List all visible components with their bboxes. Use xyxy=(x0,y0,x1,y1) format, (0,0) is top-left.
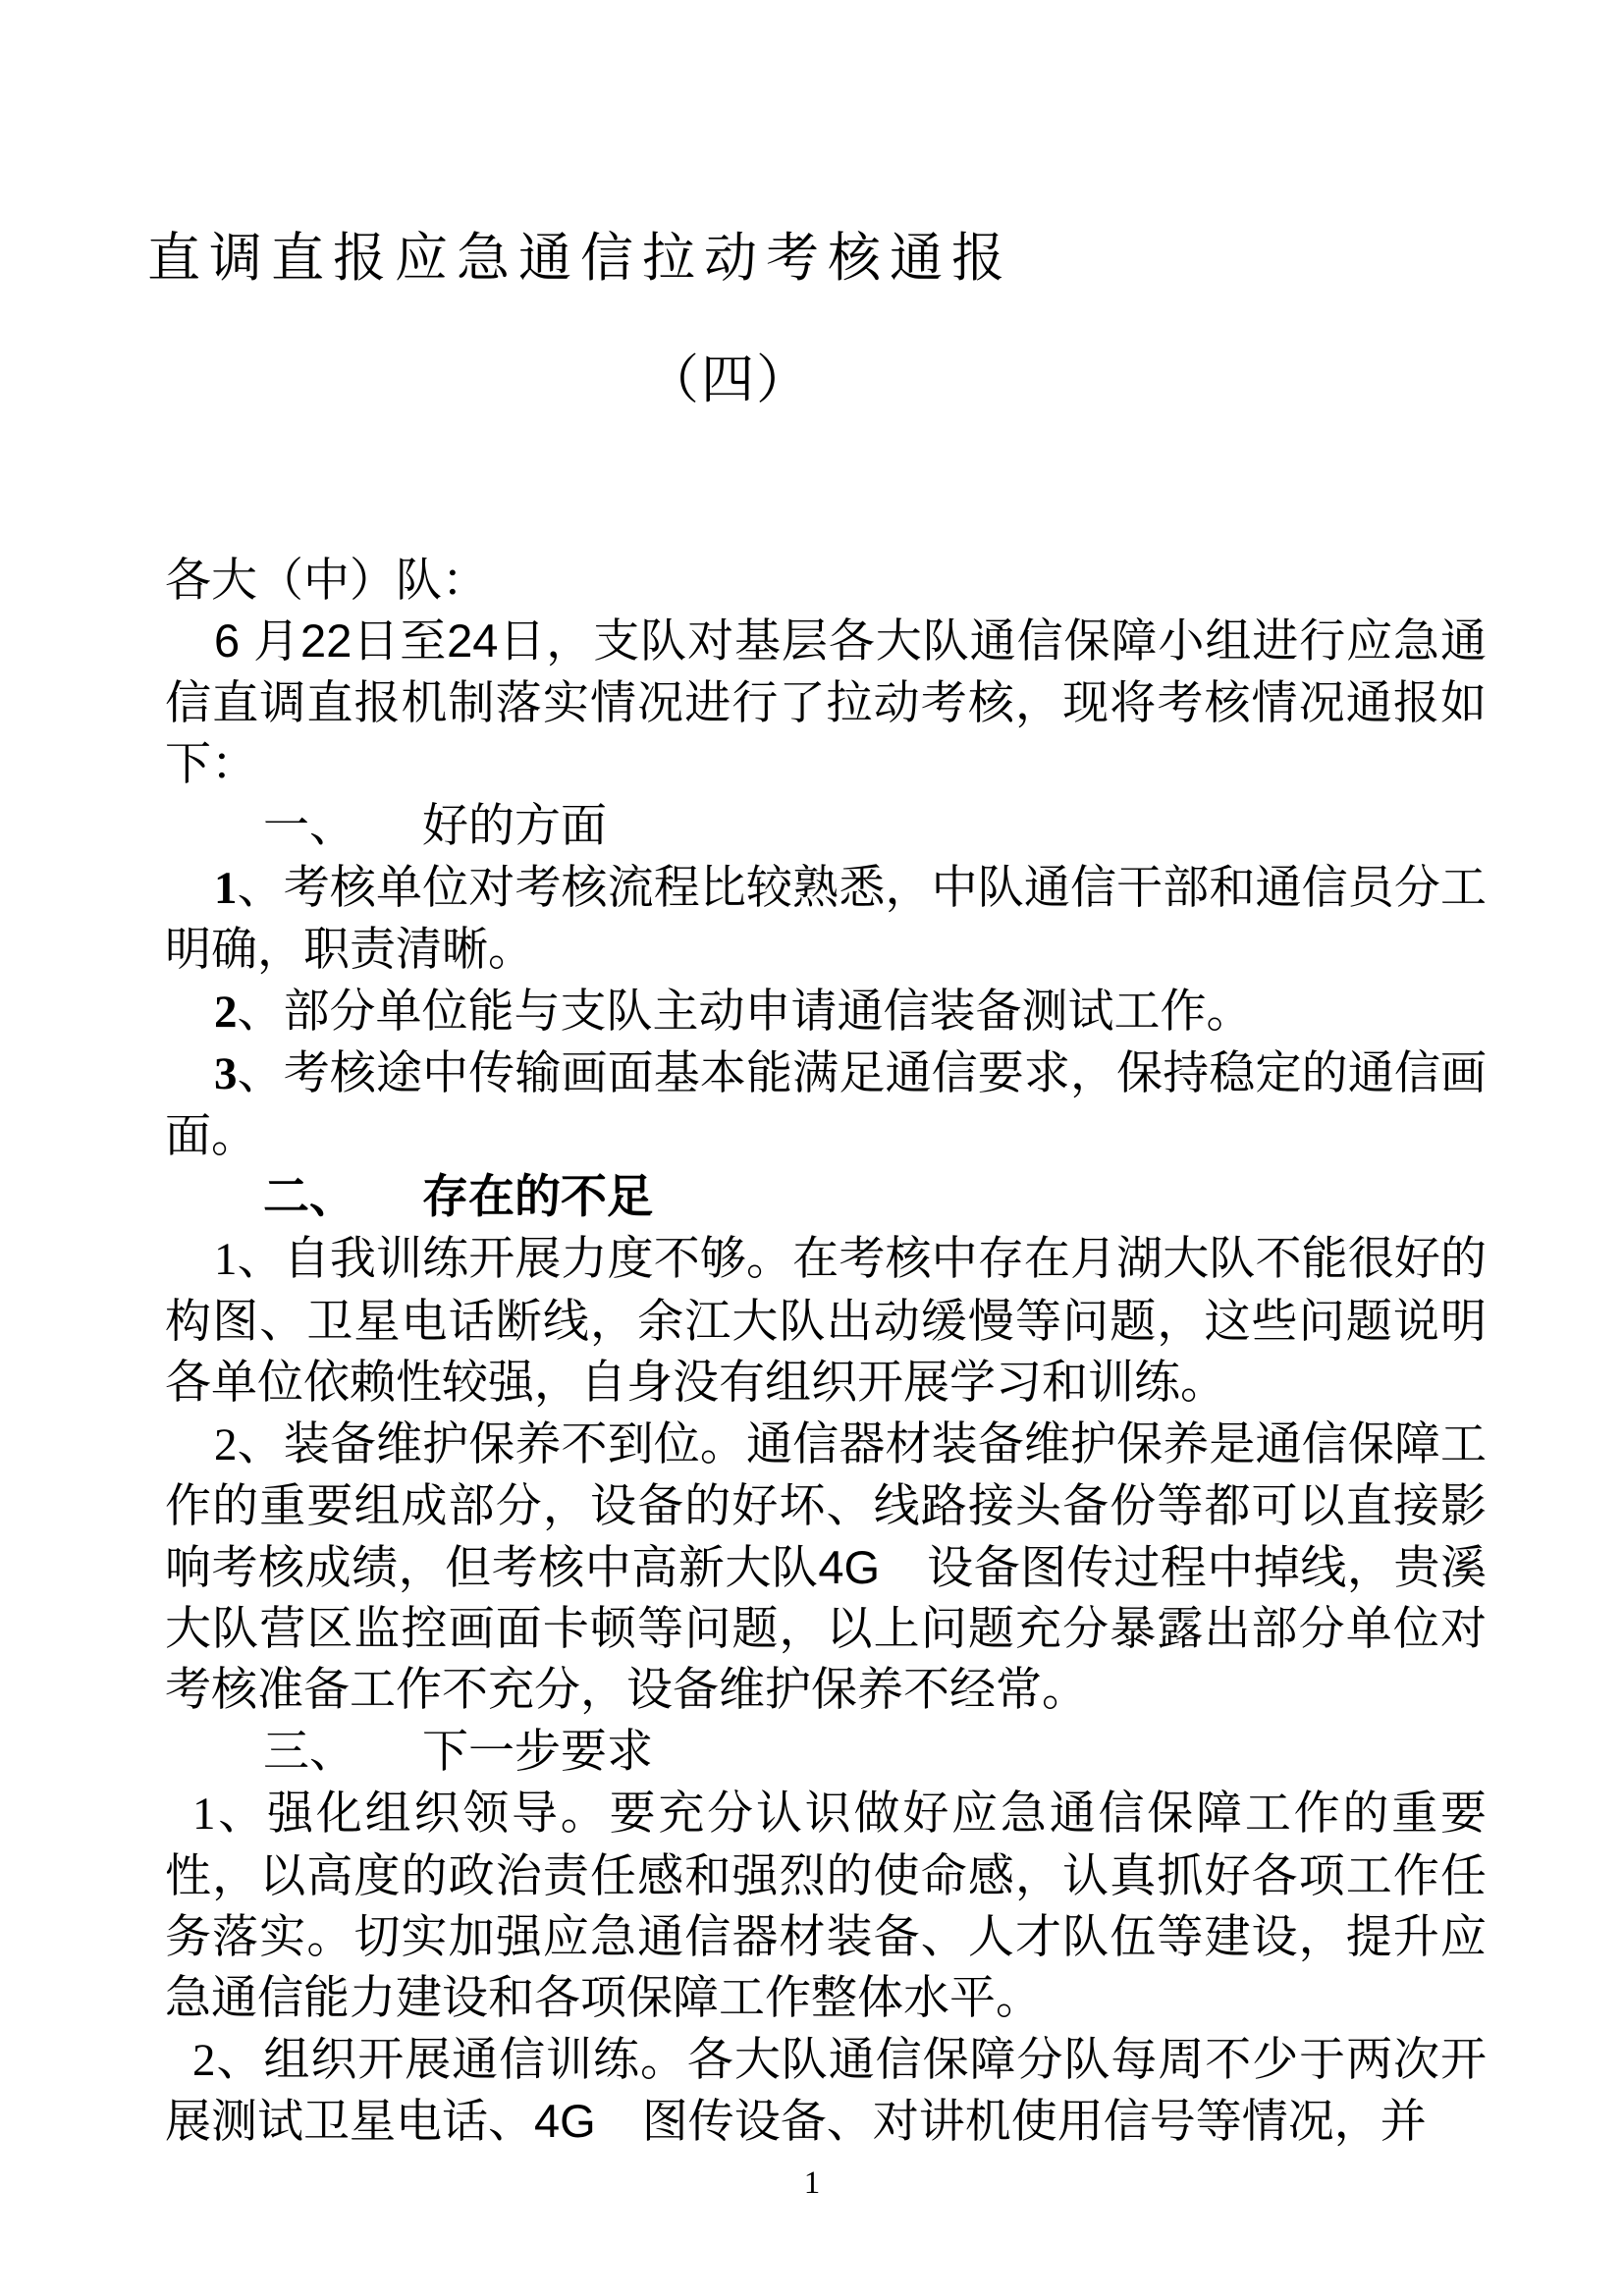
numbered-item: 1、考核单位对考核流程比较熟悉，中队通信干部和通信员分工明确，职责清晰。 xyxy=(165,861,1487,976)
paragraph-number: 三、 xyxy=(263,1726,355,1778)
paragraph-number: 1 xyxy=(214,863,238,915)
document-title-number: （四） xyxy=(646,350,811,409)
numbered-item: 2、部分单位能与支队主动申请通信装备测试工作。 xyxy=(214,984,1253,1038)
paragraph: 6 月22日至24日，支队对基层各大队通信保障小组进行应急通信直调直报机制落实情况进行了拉动考核，现将考核情况通报如下： xyxy=(165,614,1487,790)
document-body xyxy=(165,550,1487,2153)
numbered-item: 2、组织开展通信训练。各大队通信保障分队每周不少于两次开展测试卫星电话、4G 图传设备、对讲机使用信号等情况，并 xyxy=(165,2032,1487,2148)
paragraph-number: 3 xyxy=(214,1048,238,1100)
paragraph-number: 2 xyxy=(192,2034,216,2086)
numbered-item: 2、装备维护保养不到位。通信器材装备维护保养是通信保障工作的重要组成部分，设备的好坏、线路接头备份等都可以直接影响考核成绩，但考核中高新大队4G 设备图传过程中掉线，贵溪大队营区监控画面卡顿等问题，以上问题充分暴露出部分单位对考核准备工作不充分，设备维护保养不经常。 xyxy=(165,1416,1487,1716)
numbered-item: 3、考核途中传输画面基本能满足通信要求，保持稳定的通信画面。 xyxy=(165,1046,1487,1161)
paragraph-number: 2 xyxy=(214,986,238,1038)
document-title: 直调直报应急通信拉动考核通报 xyxy=(147,229,1013,288)
salutation: 各大（中）队： xyxy=(165,554,488,606)
section-heading: 一、 好的方面 xyxy=(165,795,1487,857)
section-heading: 二、 存在的不足 xyxy=(165,1166,1487,1228)
section-heading: 三、 下一步要求 xyxy=(165,1721,1487,1783)
paragraph-number: 一、 xyxy=(263,800,355,852)
page-number: 1 xyxy=(803,2165,821,2201)
paragraph-number: 二、 xyxy=(263,1172,355,1224)
numbered-item: 1、强化组织领导。要充分认识做好应急通信保障工作的重要性，以高度的政治责任感和强烈的使命感，认真抓好各项工作任务落实。切实加强应急通信器材装备、人才队伍等建设，提升应急通信能力建设和各项保障工作整体水平。 xyxy=(165,1787,1487,2024)
paragraph-number: 1 xyxy=(214,1234,238,1286)
numbered-item: 1、自我训练开展力度不够。在考核中存在月湖大队不能很好的构图、卫星电话断线，余江大队出动缓慢等问题，这些问题说明各单位依赖性较强，自身没有组织开展学习和训练。 xyxy=(165,1232,1487,1409)
paragraph-number: 1 xyxy=(192,1789,216,1841)
paragraph-number: 2 xyxy=(214,1418,238,1470)
